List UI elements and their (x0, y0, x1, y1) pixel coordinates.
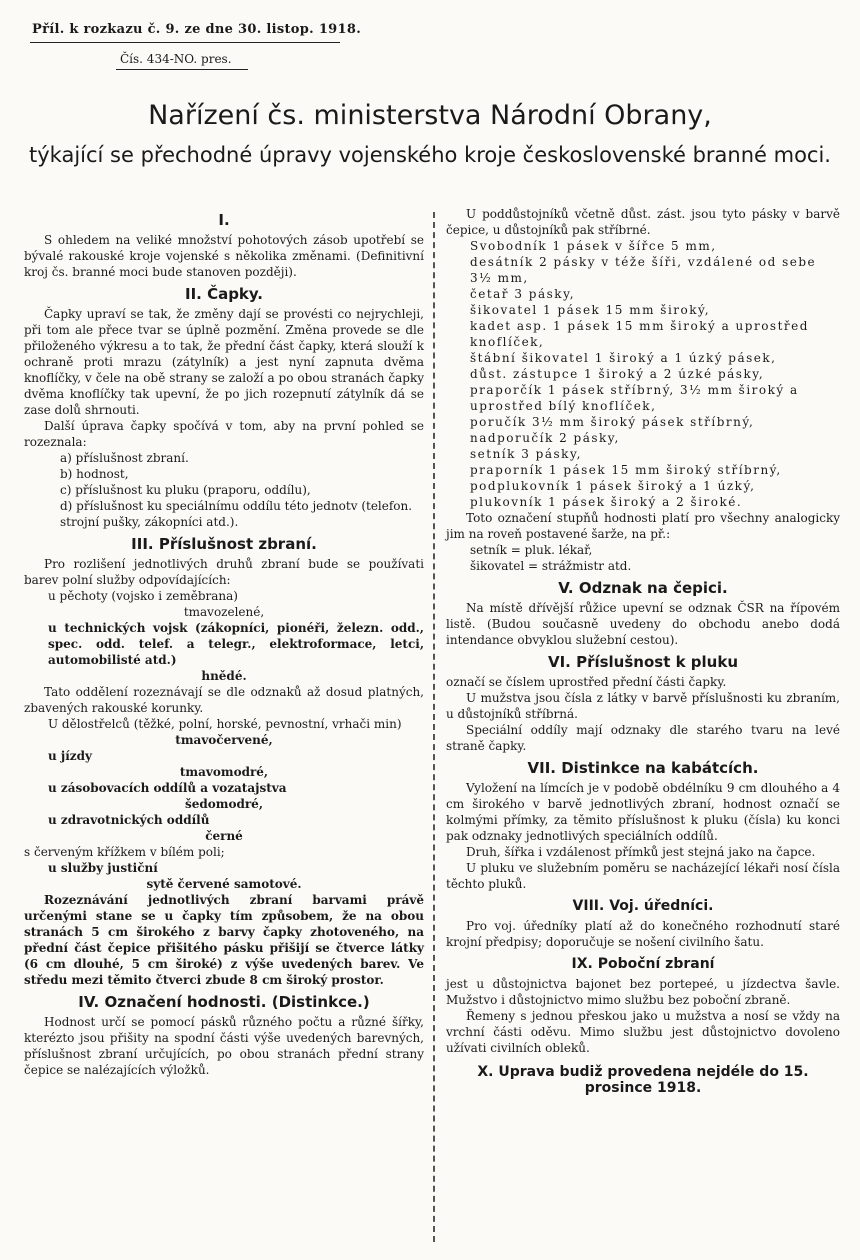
branch-note: s červeným křížkem v bílém poli; (24, 845, 225, 859)
paragraph: označí se číslem uprostřed přední části čapky. (446, 675, 727, 689)
header-rule (30, 42, 340, 43)
branch-color: sytě červené samotové. (146, 877, 302, 891)
branch-color: tmavomodré, (179, 765, 269, 779)
paragraph: S ohledem na veliké množství pohotových zásob upotřebí se bývalé rakouské kroje vojenské s několika změnami. (Definitivní kroj čs. branné moci bude stanoven později). (24, 233, 424, 279)
branch-label: u technických vojsk (zákopníci, pionéři, železn. odd., spec. odd. telef. a telegr., elektroformace, letci, automobilisté atd.) (48, 621, 424, 667)
paragraph: Hodnost určí se pomocí pásků různého počtu a různé šířky, kterézto jsou přišity na spodní části výše uvedených barevných, příslušnost zbraní určujících, po obou stranách přední strany čepice se nalézajících výložků. (24, 1015, 424, 1077)
paragraph: Rozeznávání jednotlivých zbraní barvami právě určenými stane se u čapky tím způsobem, že na obou stranách 5 cm širokého z barvy čapky zhotoveného, na přední část čepice přišitého pásku přišijí se čtverce látky (6 cm dlouhé, 5 cm široké) z výše uvedených barev. Ve středu mezi těmito čtverci zbude 8 cm široký prostor. (24, 893, 424, 987)
rank-item: setník 3 pásky, (470, 447, 582, 461)
paragraph: Pro voj. úředníky platí až do konečného rozhodnutí staré krojní předpisy; doporučuje se nošení civilního šatu. (446, 919, 840, 949)
left-column (24, 206, 424, 1078)
rank-item: praporník 1 pásek 15 mm široký stříbrný, (470, 463, 782, 477)
paragraph: Vyložení na límcích je v podobě obdélníku 9 cm dlouhého a 4 cm širokého v barvě jednotlivých zbraní, hodnost označí se kolmými přímky, za těmito příslušnost k pluku (čísla) ku konci pak odznaky jednotlivých speciálních oddílů. (446, 781, 840, 843)
paragraph: Řemeny s jednou přeskou jako u mužstva a nosí se vždy na vrchní části oděvu. Mimo službu jest důstojnictvo dovoleno užívati civilních obleků. (446, 1009, 840, 1055)
paragraph: Na místě dřívější růžice upevní se odznak ČSR na řípovém listě. (Budou současně uvedeny do obchodu anebo dodá intendance obvyklou služební cestou). (446, 601, 840, 647)
column-divider (433, 212, 435, 1242)
branch-label: u pěchoty (vojsko i zeměbrana) (48, 589, 238, 603)
document-number: Čís. 434-NO. pres. (120, 52, 232, 66)
branch-color: černé (205, 829, 243, 843)
right-column (446, 206, 840, 1096)
branch-label: U dělostřelců (těžké, polní, horské, pevnostní, vrhači min) (48, 717, 402, 731)
list-item: c) příslušnost ku pluku (praporu, oddílu), (60, 483, 311, 497)
list-item: d) příslušnost ku speciálnímu oddílu této jednotv (telefon. strojní pušky, zákopníci atd.). (60, 499, 413, 529)
paragraph: Čapky upraví se tak, že změny dají se provésti co nejrychleji, při tom ale přece tvar se úplně pozmění. Změna provede se dle přiloženého výkresu a to tak, že přední část čapky, která slouží k ochraně proti mrazu (zátylník) a jest nyní zapnuta dvěma knoflíčky, v čele na obě strany se založí a po obou stranách čapky dvěma knoflíčky tak upevní, že po jich rozepnutí zátylník dá se zase dolů shrnouti. (24, 307, 424, 417)
paragraph: U mužstva jsou čísla z látky v barvě příslušnosti ku zbraním, u důstojníků stříbrná. (446, 691, 840, 721)
order-reference: Příl. k rozkazu č. 9. ze dne 30. listop. 1918. (32, 22, 362, 37)
section-9-heading: IX. Poboční zbraní (571, 956, 715, 972)
rank-item: desátník 2 pásky v téže šíři, vzdálené od sebe 3½ mm, (470, 255, 817, 285)
branch-color: hnědé. (201, 669, 247, 683)
paragraph: Druh, šířka i vzdálenost přímků jest stejná jako na čapce. (466, 845, 816, 859)
branch-label: u služby justiční (48, 861, 158, 875)
rank-item: četař 3 pásky, (470, 287, 576, 301)
section-10-deadline: X. Uprava budiž provedena nejdéle do 15. prosince 1918. (477, 1064, 809, 1096)
section-2-heading: II. Čapky. (184, 285, 264, 303)
branch-color: tmavočervené, (175, 733, 273, 747)
rank-item: štábní šikovatel 1 široký a 1 úzký pásek, (470, 351, 777, 365)
rank-item: Svobodník 1 pásek v šířce 5 mm, (470, 239, 717, 253)
paragraph: Pro rozlišení jednotlivých druhů zbraní bude se používati barev polní služby odpovídajících: (24, 557, 424, 587)
paragraph: U pluku ve služebním poměru se nacházející lékaři nosí čísla těchto pluků. (446, 861, 840, 891)
rank-item: poručík 3½ mm široký pásek stříbrný, (470, 415, 755, 429)
rank-item: kadet asp. 1 pásek 15 mm široký a uprostřed knoflíček, (470, 319, 809, 349)
paragraph: Tato oddělení rozeznávají se dle odznaků až dosud platných, zbavených rakouské korunky. (24, 685, 424, 715)
branch-label: u zdravotnických oddílů (48, 813, 210, 827)
section-1-heading: I. (218, 211, 230, 229)
rank-item: nadporučík 2 pásky, (470, 431, 620, 445)
list-item: a) příslušnost zbraní. (60, 451, 189, 465)
section-3-heading: III. Příslušnost zbraní. (131, 535, 317, 553)
branch-label: u jízdy (48, 749, 92, 763)
section-5-heading: V. Odznak na čepici. (558, 579, 728, 597)
section-8-heading: VIII. Voj. úředníci. (572, 898, 714, 914)
paragraph: Další úprava čapky spočívá v tom, aby na první pohled se rozeznala: (24, 419, 424, 449)
paragraph: Speciální oddíly mají odznaky dle starého tvaru na levé straně čapky. (446, 723, 840, 753)
branch-color: šedomodré, (184, 797, 263, 811)
rank-item: podplukovník 1 pásek široký a 1 úzký, (470, 479, 756, 493)
branch-color: tmavozelené, (183, 605, 265, 619)
rank-equivalent: šikovatel = strážmistr atd. (470, 559, 632, 573)
section-4-heading: IV. Označení hodnosti. (Distinkce.) (78, 993, 370, 1011)
list-item: b) hodnost, (60, 467, 129, 481)
document-number-rule (116, 69, 248, 70)
branch-label: u zásobovacích oddílů a vozatajstva (48, 781, 287, 795)
rank-item: plukovník 1 pásek široký a 2 široké. (470, 495, 743, 509)
document-subtitle: týkající se přechodné úpravy vojenského kroje československé branné moci. (29, 143, 831, 167)
paragraph: Toto označení stupňů hodnosti platí pro všechny analogicky jim na roveň postavené šarže, na př.: (446, 511, 840, 541)
rank-equivalent: setník = pluk. lékař, (470, 543, 593, 557)
section-7-heading: VII. Distinkce na kabátcích. (527, 759, 759, 777)
section-6-heading: VI. Příslušnost k pluku (547, 653, 739, 671)
paragraph: jest u důstojnictva bajonet bez portepeé, u jízdectva šavle. Mužstvo i důstojnictvo mimo službu bez poboční zbraně. (446, 977, 840, 1007)
paragraph: U poddůstojníků včetně důst. zást. jsou tyto pásky v barvě čepice, u důstojníků pak stříbrné. (446, 207, 840, 237)
rank-item: praporčík 1 pásek stříbrný, 3½ mm široký a uprostřed bílý knoflíček, (470, 383, 799, 413)
document-title: Nařízení čs. ministerstva Národní Obrany, (148, 100, 712, 131)
rank-item: důst. zástupce 1 široký a 2 úzké pásky, (470, 367, 765, 381)
rank-item: šikovatel 1 pásek 15 mm široký, (470, 303, 711, 317)
